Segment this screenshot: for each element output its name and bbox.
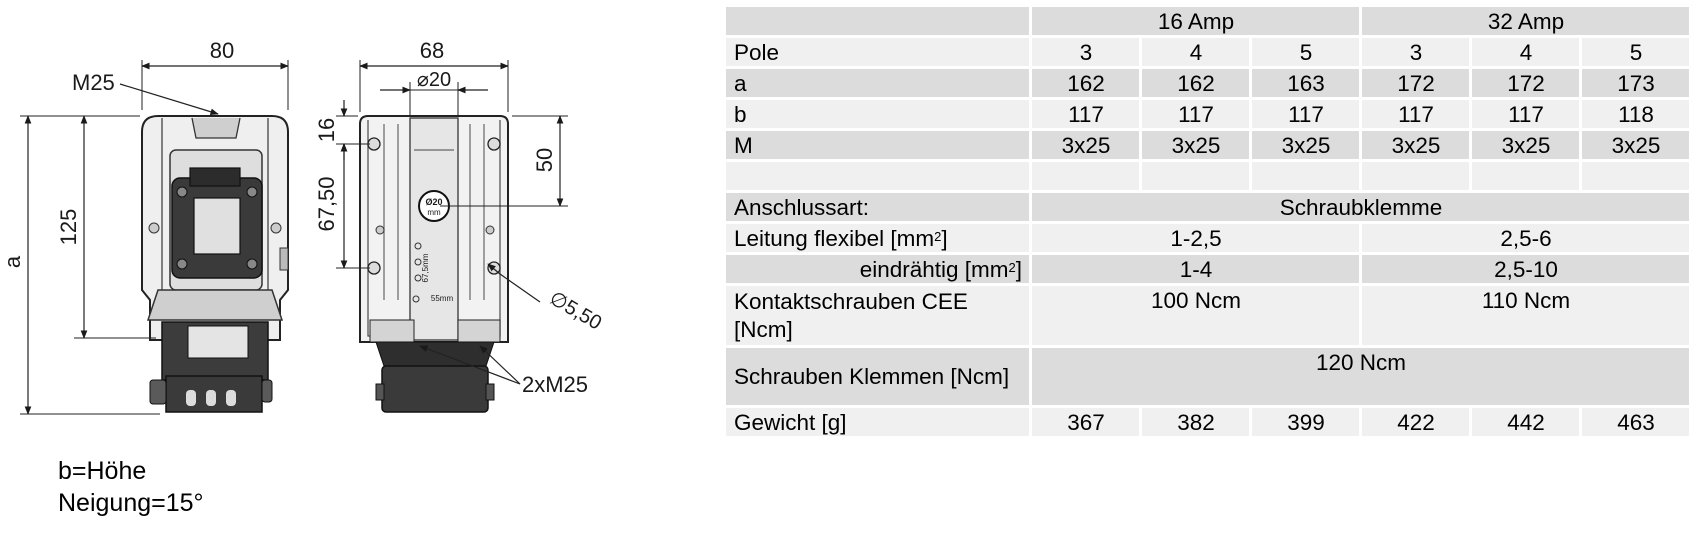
contact-screws-32: 110 Ncm bbox=[1362, 286, 1689, 345]
cell: 117 bbox=[1472, 100, 1579, 128]
cell: 3 bbox=[1362, 38, 1469, 66]
solid-label-end: ] bbox=[1015, 257, 1022, 282]
row-label: b bbox=[726, 100, 1029, 128]
cell: 117 bbox=[1362, 100, 1469, 128]
solid-16: 1-4 bbox=[1032, 255, 1359, 283]
row-label: Gewicht [g] bbox=[726, 408, 1029, 436]
cell: 463 bbox=[1582, 408, 1689, 436]
terminal-screws-value: 120 Ncm bbox=[1032, 348, 1689, 405]
spacer-cell bbox=[1362, 162, 1469, 190]
cell: 367 bbox=[1032, 408, 1139, 436]
header-32-amp: 32 Amp bbox=[1362, 7, 1689, 35]
side-hole-dim: ⌀20 bbox=[416, 69, 452, 91]
cell: 399 bbox=[1252, 408, 1359, 436]
cell: 3x25 bbox=[1582, 131, 1689, 159]
side-vertical-text: 67,5mm bbox=[421, 253, 430, 283]
solid-unit-sup: 2 bbox=[1008, 260, 1016, 275]
cell: 117 bbox=[1252, 100, 1359, 128]
table-row-connection bbox=[726, 193, 1689, 221]
header-16-amp: 16 Amp bbox=[1032, 7, 1359, 35]
cell: 3x25 bbox=[1472, 131, 1579, 159]
flexible-label: Leitung flexibel [mm bbox=[734, 226, 935, 251]
flexible-32: 2,5-6 bbox=[1362, 224, 1689, 252]
flexible-unit-sup: 2 bbox=[934, 229, 942, 244]
side-view bbox=[314, 38, 605, 412]
table-row-terminal-screws bbox=[726, 348, 1689, 405]
spacer-cell bbox=[1032, 162, 1139, 190]
cell: 4 bbox=[1142, 38, 1249, 66]
row-label bbox=[726, 255, 1029, 283]
table-row-contact-screws bbox=[726, 286, 1689, 345]
header-empty-cell bbox=[726, 7, 1029, 35]
row-label bbox=[726, 224, 1029, 252]
row-label: Pole bbox=[726, 38, 1029, 66]
contact-screws-16: 100 Ncm bbox=[1032, 286, 1359, 345]
front-view bbox=[0, 38, 288, 414]
cell: 5 bbox=[1582, 38, 1689, 66]
row-label: Kontaktschrauben CEE [Ncm] bbox=[726, 286, 1029, 345]
cell: 162 bbox=[1142, 69, 1249, 97]
table-row bbox=[726, 131, 1689, 159]
cell: 3x25 bbox=[1252, 131, 1359, 159]
solid-32: 2,5-10 bbox=[1362, 255, 1689, 283]
connection-value: Schraubklemme bbox=[1032, 193, 1689, 221]
flexible-label-end: ] bbox=[941, 226, 948, 251]
side-top-dim: 16 bbox=[314, 117, 339, 143]
table-row-weight bbox=[726, 408, 1689, 436]
cell: 172 bbox=[1362, 69, 1469, 97]
front-gland-label: M25 bbox=[72, 70, 115, 95]
side-width-dim: 68 bbox=[419, 38, 445, 63]
cell: 3x25 bbox=[1142, 131, 1249, 159]
table-row-solid bbox=[726, 255, 1689, 283]
tilt-note: Neigung=15° bbox=[58, 489, 204, 517]
flexible-16: 1-2,5 bbox=[1032, 224, 1359, 252]
plate-label-bottom: mm bbox=[427, 208, 441, 217]
cell: 118 bbox=[1582, 100, 1689, 128]
table-row bbox=[726, 100, 1689, 128]
side-screw-hole-dim: ∅5,50 bbox=[545, 287, 606, 335]
cell: 3 bbox=[1032, 38, 1139, 66]
cell: 442 bbox=[1472, 408, 1579, 436]
row-label: Schrauben Klemmen [Ncm] bbox=[726, 348, 1029, 405]
cell: 5 bbox=[1252, 38, 1359, 66]
table-row-flexible bbox=[726, 224, 1689, 252]
spacer-cell bbox=[1252, 162, 1359, 190]
cell: 4 bbox=[1472, 38, 1579, 66]
row-label: M bbox=[726, 131, 1029, 159]
height-note: b=Höhe bbox=[58, 457, 147, 485]
table-header-row bbox=[726, 7, 1689, 35]
table-row bbox=[726, 38, 1689, 66]
side-right-dim: 50 bbox=[532, 147, 557, 173]
table-row bbox=[726, 69, 1689, 97]
spacer-cell bbox=[1472, 162, 1579, 190]
side-small-label: 55mm bbox=[430, 294, 454, 303]
front-total-dim: a bbox=[0, 255, 25, 269]
cell: 382 bbox=[1142, 408, 1249, 436]
cell: 117 bbox=[1032, 100, 1139, 128]
row-label: Anschlussart: bbox=[726, 193, 1029, 221]
spacer-cell bbox=[1142, 162, 1249, 190]
solid-label: eindrähtig [mm bbox=[859, 257, 1009, 282]
spacer-cell bbox=[1582, 162, 1689, 190]
front-height-dim: 125 bbox=[56, 208, 81, 246]
cell: 117 bbox=[1142, 100, 1249, 128]
spec-table bbox=[723, 4, 1692, 439]
cell: 3x25 bbox=[1362, 131, 1469, 159]
cell: 422 bbox=[1362, 408, 1469, 436]
cell: 172 bbox=[1472, 69, 1579, 97]
row-label: a bbox=[726, 69, 1029, 97]
cell: 162 bbox=[1032, 69, 1139, 97]
cell: 163 bbox=[1252, 69, 1359, 97]
side-mid-dim: 67,50 bbox=[314, 176, 339, 232]
side-bottom-gland-label: 2xM25 bbox=[522, 372, 589, 397]
cell: 3x25 bbox=[1032, 131, 1139, 159]
cell: 173 bbox=[1582, 69, 1689, 97]
spacer-cell bbox=[726, 162, 1029, 190]
plate-label-top: Ø20 bbox=[425, 197, 443, 207]
front-width-dim: 80 bbox=[209, 38, 235, 63]
table-spacer-row bbox=[726, 162, 1689, 190]
